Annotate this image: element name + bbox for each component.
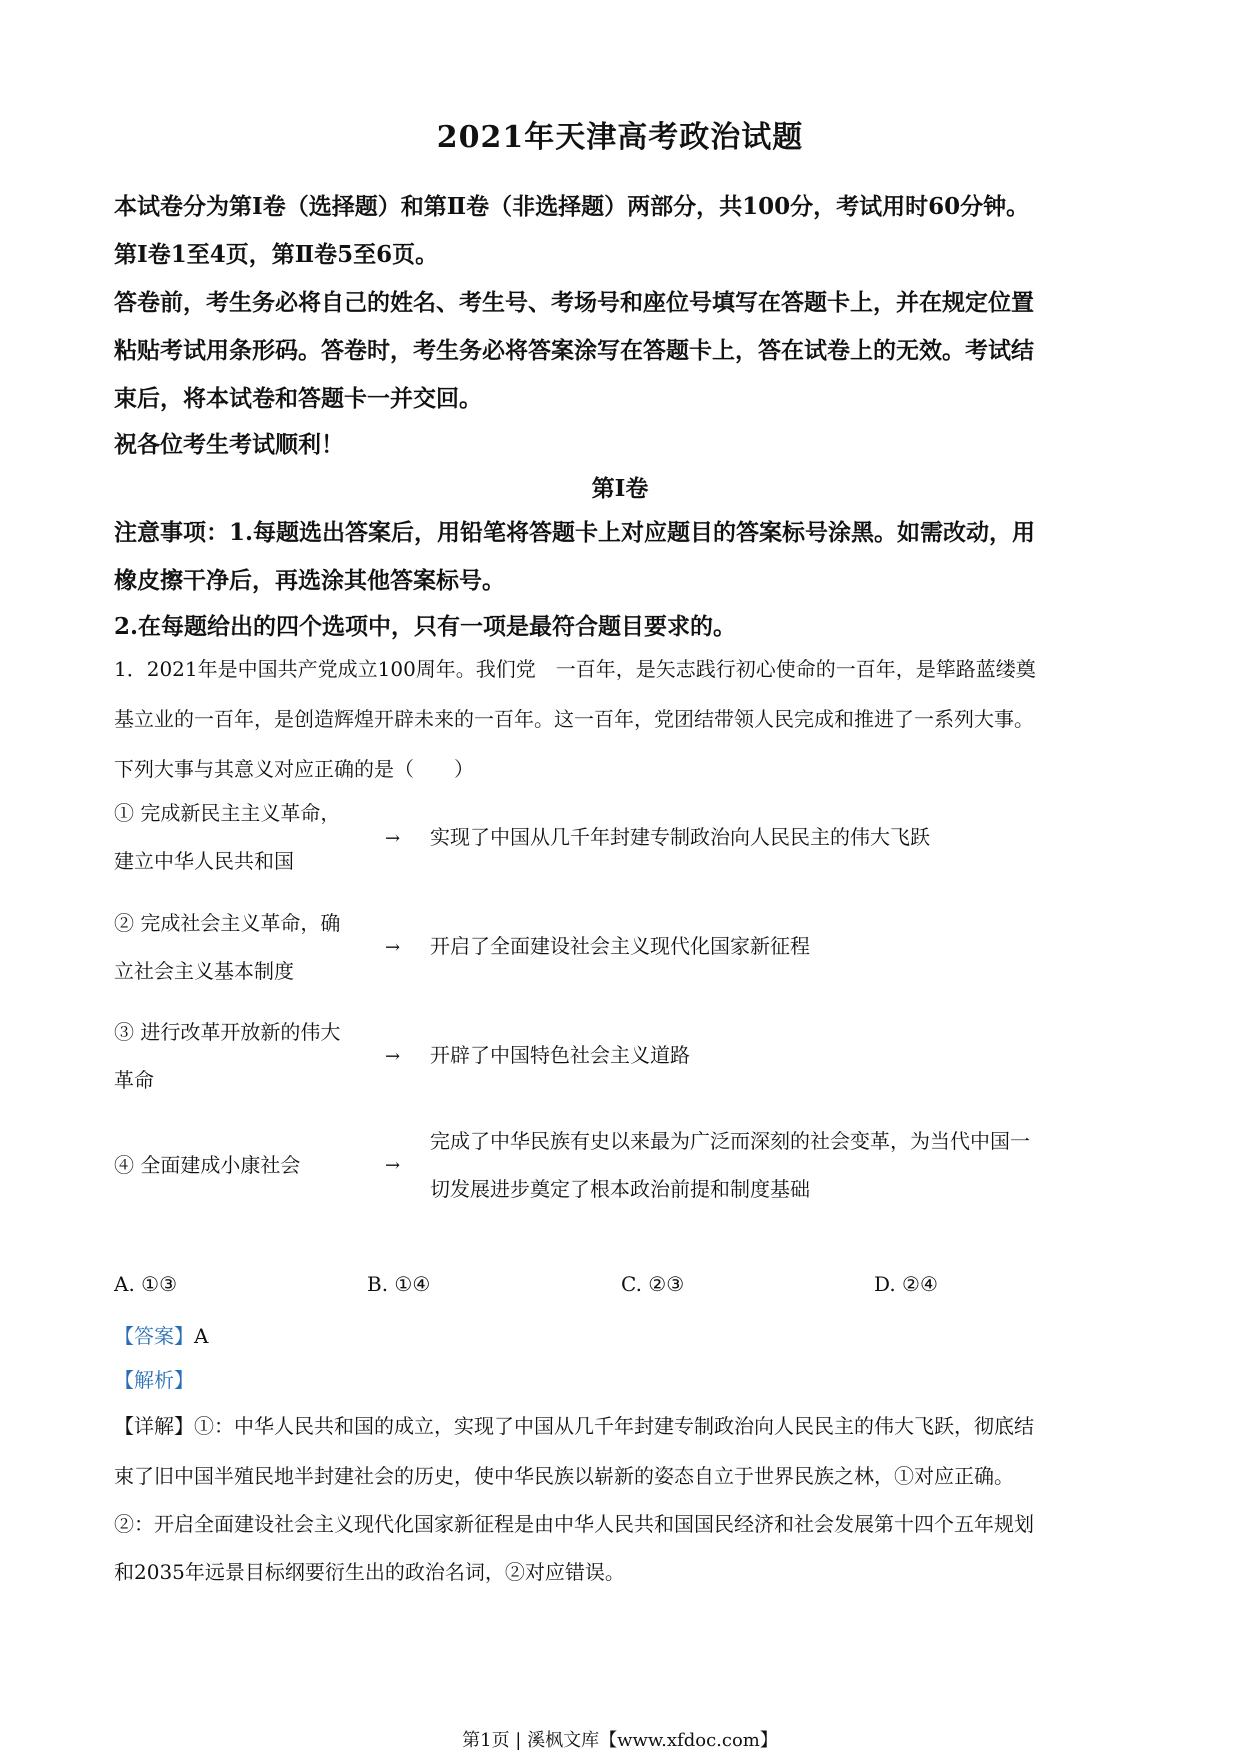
notes-line: 橡皮擦干净后，再选涂其他答案标号。 [114, 567, 505, 594]
event-item-4 [114, 1141, 364, 1189]
intro-line: 束后，将本试卷和答题卡一并交回。 [114, 385, 482, 412]
event-text: ③ 进行改革开放新的伟大 [114, 1020, 341, 1044]
event-text: 建立中华人民共和国 [114, 849, 294, 873]
question-stem-line: 1．2021年是中国共产党成立100周年。我们党 一百年，是矢志践行初心使命的一百年，是筚路蓝缕奠 [114, 657, 1036, 681]
detail-line: 【详解】①：中华人民共和国的成立，实现了中国从几千年封建专制政治向人民民主的伟大飞跃，彻底结 [114, 1414, 1034, 1438]
answer-label: 【答案】 [114, 1324, 194, 1348]
notes-line: 2.在每题给出的四个选项中，只有一项是最符合题目要求的。 [114, 613, 737, 640]
meaning-text: 开辟了中国特色社会主义道路 [430, 1043, 690, 1067]
meaning-item-4 [430, 1117, 1110, 1213]
arrow-icon: → [385, 828, 401, 849]
event-text: 立社会主义基本制度 [114, 959, 294, 983]
event-text: ① 完成新民主主义革命， [114, 801, 341, 825]
meaning-item-2 [430, 922, 1110, 970]
event-item-2 [114, 899, 364, 995]
intro-line: 本试卷分为第Ⅰ卷（选择题）和第Ⅱ卷（非选择题）两部分，共100分，考试用时60分钟。 [114, 193, 1030, 220]
option-a: A. ①③ [114, 1272, 178, 1296]
meaning-text: 切发展进步奠定了根本政治前提和制度基础 [430, 1177, 810, 1201]
meaning-text: 实现了中国从几千年封建专制政治向人民民主的伟大飞跃 [430, 825, 930, 849]
intro-line: 祝各位考生考试顺利！ [114, 431, 344, 458]
meaning-item-1 [430, 813, 1110, 861]
detail-line: ②：开启全面建设社会主义现代化国家新征程是由中华人民共和国国民经济和社会发展第十四个五年规划 [114, 1512, 1034, 1536]
question-stem-line: 基立业的一百年，是创造辉煌开辟未来的一百年。这一百年，党团结带领人民完成和推进了一系列大事。 [114, 707, 1034, 731]
event-text: 革命 [114, 1068, 154, 1092]
arrow-icon: → [385, 1155, 401, 1176]
analysis-label: 【解析】 [114, 1368, 194, 1392]
event-item-3 [114, 1008, 364, 1104]
arrow-icon: → [385, 937, 401, 958]
meaning-text: 完成了中华民族有史以来最为广泛而深刻的社会变革，为当代中国一 [430, 1129, 1030, 1153]
meaning-text: 开启了全面建设社会主义现代化国家新征程 [430, 934, 810, 958]
option-c: C. ②③ [621, 1272, 685, 1296]
meaning-item-3 [430, 1031, 1110, 1079]
answer-value: A [194, 1324, 209, 1348]
notes-line: 注意事项：1.每题选出答案后，用铅笔将答题卡上对应题目的答案标号涂黑。如需改动，用 [114, 519, 1036, 546]
answer-line [114, 1320, 208, 1349]
intro-line: 答卷前，考生务必将自己的姓名、考生号、考场号和座位号填写在答题卡上，并在规定位置 [114, 289, 1034, 316]
document-title: 2021年天津高考政治试题 [436, 120, 804, 155]
event-item-1 [114, 789, 364, 885]
detail-line: 和2035年远景目标纲要衍生出的政治名词，②对应错误。 [114, 1560, 625, 1584]
arrow-icon: → [385, 1046, 401, 1067]
intro-line: 粘贴考试用条形码。答卷时，考生务必将答案涂写在答题卡上，答在试卷上的无效。考试结 [114, 337, 1034, 364]
intro-line: 第Ⅰ卷1至4页，第Ⅱ卷5至6页。 [114, 241, 439, 268]
event-text: ④ 全面建成小康社会 [114, 1153, 301, 1177]
event-text: ② 完成社会主义革命，确 [114, 911, 341, 935]
detail-line: 束了旧中国半殖民地半封建社会的历史，使中华民族以崭新的姿态自立于世界民族之林，①对应正确。 [114, 1464, 1014, 1488]
option-b: B. ①④ [367, 1272, 431, 1296]
option-d: D. ②④ [874, 1272, 938, 1296]
page-footer: 第1页 | 溪枫文库【www.xfdoc.com】 [462, 1730, 778, 1751]
section-title: 第Ⅰ卷 [591, 475, 649, 502]
question-stem-line: 下列大事与其意义对应正确的是（ ） [114, 757, 474, 781]
